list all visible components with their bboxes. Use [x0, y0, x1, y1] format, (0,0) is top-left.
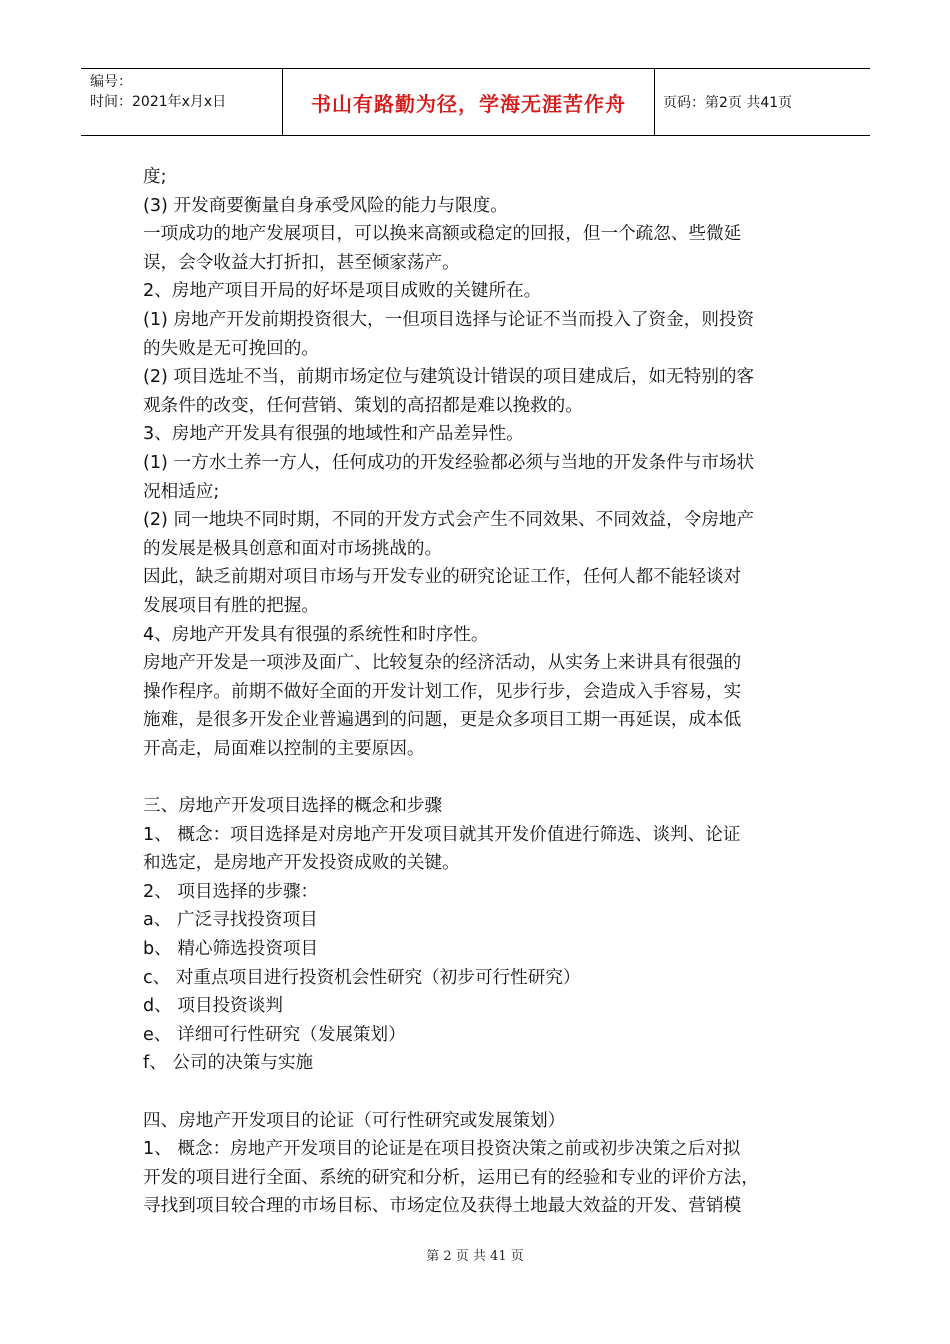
- text-line: 操作程序。前期不做好全面的开发计划工作，见步行步，会造成入手容易，实: [143, 681, 742, 702]
- header-meta-cell: [81, 69, 283, 135]
- text-line: 房地产开发是一项涉及面广、比较复杂的经济活动，从实务上来讲具有很强的: [143, 653, 742, 674]
- text-line: (1) 一方水土养一方人，任何成功的开发经验都必须与当地的开发条件与市场状: [143, 452, 755, 473]
- text-line: (2) 同一地块不同时期，不同的开发方式会产生不同效果、不同效益，令房地产: [143, 510, 755, 531]
- text-line: 2、 项目选择的步骤：: [143, 881, 319, 902]
- header-page-cell: [655, 69, 870, 135]
- text-line: 一项成功的地产发展项目，可以换来高额或稳定的回报，但一个疏忽、些微延: [143, 224, 742, 245]
- text-line: 因此，缺乏前期对项目市场与开发专业的研究论证工作，任何人都不能轻谈对: [143, 567, 742, 588]
- page-info: 页码：第2页 共41页: [663, 95, 793, 111]
- paragraph-gap: [143, 763, 813, 792]
- header-motto-cell: [283, 69, 655, 135]
- paragraph-gap: [143, 1078, 813, 1107]
- text-line: 误，会令收益大打折扣，甚至倾家荡产。: [143, 252, 460, 273]
- text-line: a、 广泛寻找投资项目: [143, 910, 318, 931]
- text-line: 开高走，局面难以控制的主要原因。: [143, 738, 425, 759]
- serial-label: 编号：: [90, 74, 132, 90]
- text-line: 2、房地产项目开局的好坏是项目成败的关键所在。: [143, 281, 542, 302]
- text-line: 开发的项目进行全面、系统的研究和分析，运用已有的经验和专业的评价方法，: [143, 1167, 759, 1188]
- text-line: 4、房地产开发具有很强的系统性和时序性。: [143, 624, 489, 645]
- text-line: d、 项目投资谈判: [143, 996, 283, 1017]
- text-line: 1、 概念：房地产开发项目的论证是在项目投资决策之前或初步决策之后对拟: [143, 1139, 741, 1160]
- text-line: 的失败是无可挽回的。: [143, 338, 319, 359]
- page-footer: 第 2 页 共 41 页: [426, 1249, 524, 1264]
- text-line: c、 对重点项目进行投资机会性研究（初步可行性研究）: [143, 967, 581, 988]
- text-line: 观条件的改变，任何营销、策划的高招都是难以挽救的。: [143, 395, 583, 416]
- text-line: 1、 概念：项目选择是对房地产开发项目就其开发价值进行筛选、谈判、论证: [143, 824, 741, 845]
- text-line: 四、房地产开发项目的论证（可行性研究或发展策划）: [143, 1110, 566, 1131]
- text-line: 施难，是很多开发企业普遍遇到的问题，更是众多项目工期一再延误，成本低: [143, 710, 742, 731]
- text-line: (1) 房地产开发前期投资很大，一但项目选择与论证不当而投入了资金，则投资: [143, 309, 755, 330]
- text-line: 的发展是极具创意和面对市场挑战的。: [143, 538, 443, 559]
- text-line: (2) 项目选址不当，前期市场定位与建筑设计错误的项目建成后，如无特别的客: [143, 367, 755, 388]
- text-line: 况相适应;: [143, 481, 220, 502]
- text-line: 寻找到项目较合理的市场目标、市场定位及获得土地最大效益的开发、营销模: [143, 1196, 742, 1217]
- text-line: 度;: [143, 167, 167, 187]
- text-line: (3) 开发商要衡量自身承受风险的能力与限度。: [143, 195, 508, 216]
- text-line: e、 详细可行性研究（发展策划）: [143, 1024, 406, 1045]
- text-line: 发展项目有胜的把握。: [143, 595, 319, 616]
- text-line: 3、房地产开发具有很强的地域性和产品差异性。: [143, 424, 524, 445]
- text-line: 和选定，是房地产开发投资成败的关键。: [143, 853, 460, 874]
- motto-text: 书山有路勤为径，学海无涯苦作舟: [311, 91, 626, 116]
- date-label: 时间：2021年x月x日: [90, 94, 227, 110]
- document-body: [143, 163, 813, 1221]
- text-line: f、 公司的决策与实施: [143, 1053, 314, 1074]
- text-line: b、 精心筛选投资项目: [143, 939, 319, 960]
- text-line: 三、房地产开发项目选择的概念和步骤: [143, 796, 443, 817]
- page-header: [81, 68, 870, 136]
